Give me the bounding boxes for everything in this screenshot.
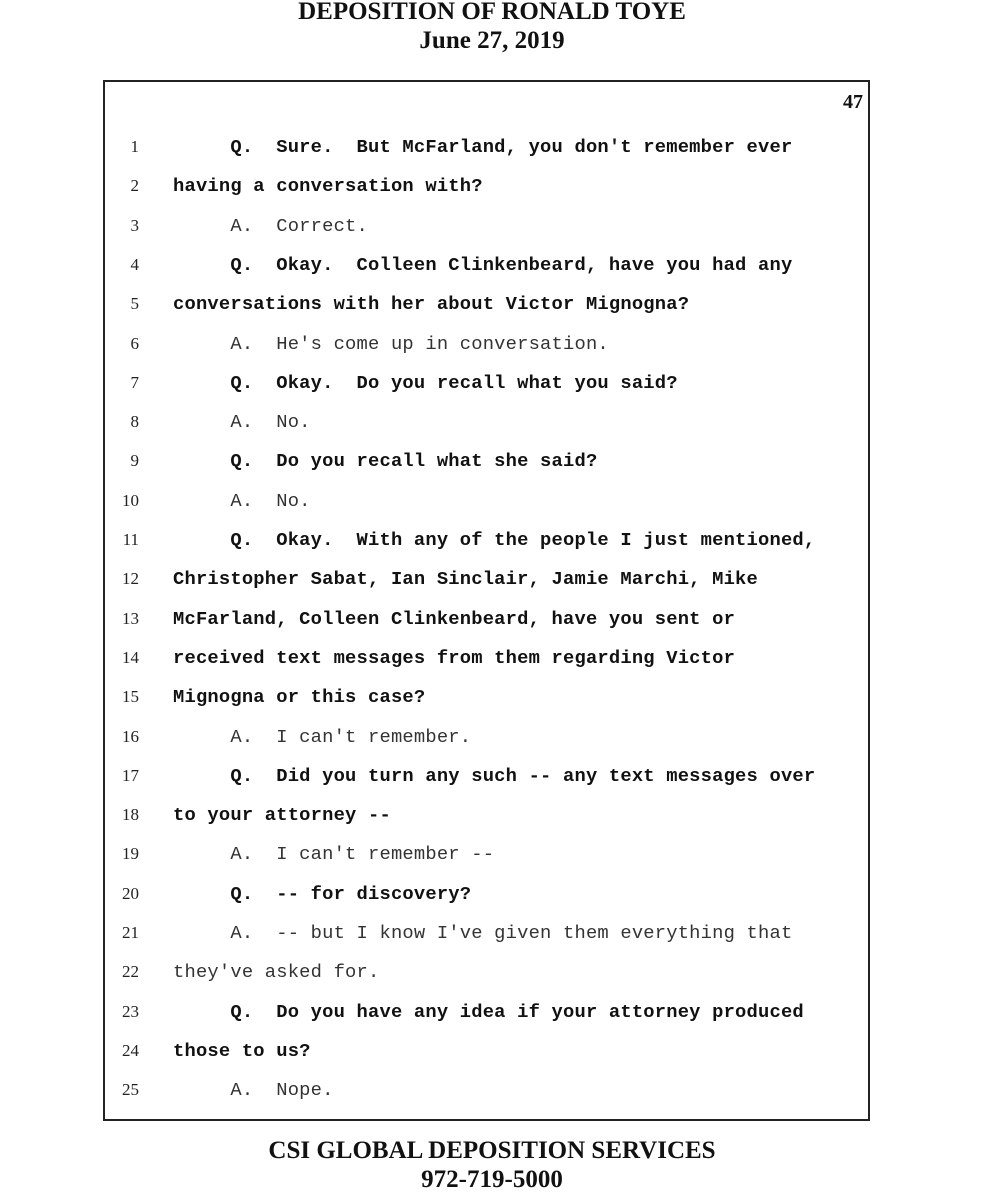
line-number: 5 <box>130 294 139 314</box>
line-number: 17 <box>122 765 139 785</box>
line-text: to your attorney -- <box>173 804 391 827</box>
line-number: 14 <box>122 647 139 667</box>
transcript-line <box>105 884 868 923</box>
line-number: 15 <box>122 687 139 707</box>
page-number: 47 <box>843 91 863 113</box>
line-number: 22 <box>122 962 139 982</box>
transcript-line <box>105 962 868 1001</box>
transcript-line <box>105 294 868 333</box>
line-text: A. -- but I know I've given them everything that <box>173 922 793 944</box>
line-number: 24 <box>122 1040 139 1060</box>
transcript-line <box>105 137 868 176</box>
line-number: 20 <box>122 883 139 903</box>
line-number: 18 <box>122 805 139 825</box>
line-number: 23 <box>122 1001 139 1021</box>
transcript-line <box>105 255 868 294</box>
deposition-date: June 27, 2019 <box>419 27 565 54</box>
document-title: DEPOSITION OF RONALD TOYE <box>298 0 686 25</box>
line-number: 1 <box>130 137 139 156</box>
line-number: 16 <box>122 726 139 746</box>
line-number: 11 <box>122 530 139 549</box>
transcript-line <box>105 412 868 451</box>
line-text: having a conversation with? <box>173 175 483 198</box>
transcript-line <box>105 923 868 962</box>
line-text: Q. -- for discovery? <box>173 882 472 905</box>
line-number: 10 <box>122 490 139 510</box>
line-text: A. I can't remember -- <box>173 843 495 866</box>
transcript-line <box>105 530 868 569</box>
line-number: 7 <box>130 372 139 392</box>
transcript-line <box>105 451 868 490</box>
line-text: A. I can't remember. <box>173 725 472 748</box>
page-header <box>0 0 984 55</box>
page-footer <box>0 1136 984 1194</box>
transcript-line <box>105 373 868 412</box>
line-number: 21 <box>122 923 139 942</box>
line-text: Q. Okay. With any of the people I just mentioned, <box>173 529 816 551</box>
line-text: Q. Did you turn any such -- any text messages over <box>173 764 816 787</box>
line-number: 9 <box>130 451 139 471</box>
line-text: A. No. <box>173 489 311 512</box>
reporting-company: CSI GLOBAL DEPOSITION SERVICES <box>268 1137 716 1164</box>
transcript-line <box>105 1002 868 1041</box>
line-text: Q. Do you recall what she said? <box>173 450 598 473</box>
transcript-line <box>105 844 868 883</box>
line-number: 12 <box>122 569 139 589</box>
line-number: 6 <box>130 333 139 353</box>
transcript-line <box>105 648 868 687</box>
line-number: 3 <box>130 215 139 235</box>
transcript-line <box>105 727 868 766</box>
line-number: 4 <box>130 254 139 274</box>
line-text: McFarland, Colleen Clinkenbeard, have you sent or <box>173 607 736 630</box>
line-text: A. Correct. <box>173 214 368 237</box>
company-phone: 972-719-5000 <box>421 1166 563 1193</box>
transcript-line <box>105 609 868 648</box>
line-text: A. No. <box>173 411 311 434</box>
line-text: Q. Okay. Do you recall what you said? <box>173 371 678 394</box>
transcript-line <box>105 569 868 608</box>
line-text: Q. Okay. Colleen Clinkenbeard, have you had any <box>173 253 793 276</box>
line-number: 13 <box>122 608 139 628</box>
line-text: A. He's come up in conversation. <box>173 332 609 355</box>
line-text: Q. Sure. But McFarland, you don't remember ever <box>173 136 793 158</box>
transcript-line <box>105 334 868 373</box>
transcript-line <box>105 1041 868 1080</box>
line-number: 25 <box>122 1080 139 1100</box>
line-text: A. Nope. <box>173 1079 334 1102</box>
line-text: Mignogna or this case? <box>173 686 426 709</box>
line-text: they've asked for. <box>173 961 380 984</box>
line-text: Q. Do you have any idea if your attorney produced <box>173 1000 804 1023</box>
line-number: 8 <box>130 412 139 432</box>
transcript-page <box>103 80 870 1121</box>
line-text: those to us? <box>173 1039 311 1062</box>
transcript-line <box>105 766 868 805</box>
transcript-line <box>105 176 868 215</box>
line-text: Christopher Sabat, Ian Sinclair, Jamie Marchi, Mike <box>173 568 758 591</box>
transcript-line <box>105 805 868 844</box>
transcript-line <box>105 491 868 530</box>
line-number: 19 <box>122 844 139 864</box>
line-text: received text messages from them regarding Victor <box>173 646 736 669</box>
transcript-line <box>105 216 868 255</box>
line-number: 2 <box>130 176 139 196</box>
transcript-line <box>105 687 868 726</box>
line-text: conversations with her about Victor Mignogna? <box>173 293 690 316</box>
transcript-line <box>105 1080 868 1119</box>
